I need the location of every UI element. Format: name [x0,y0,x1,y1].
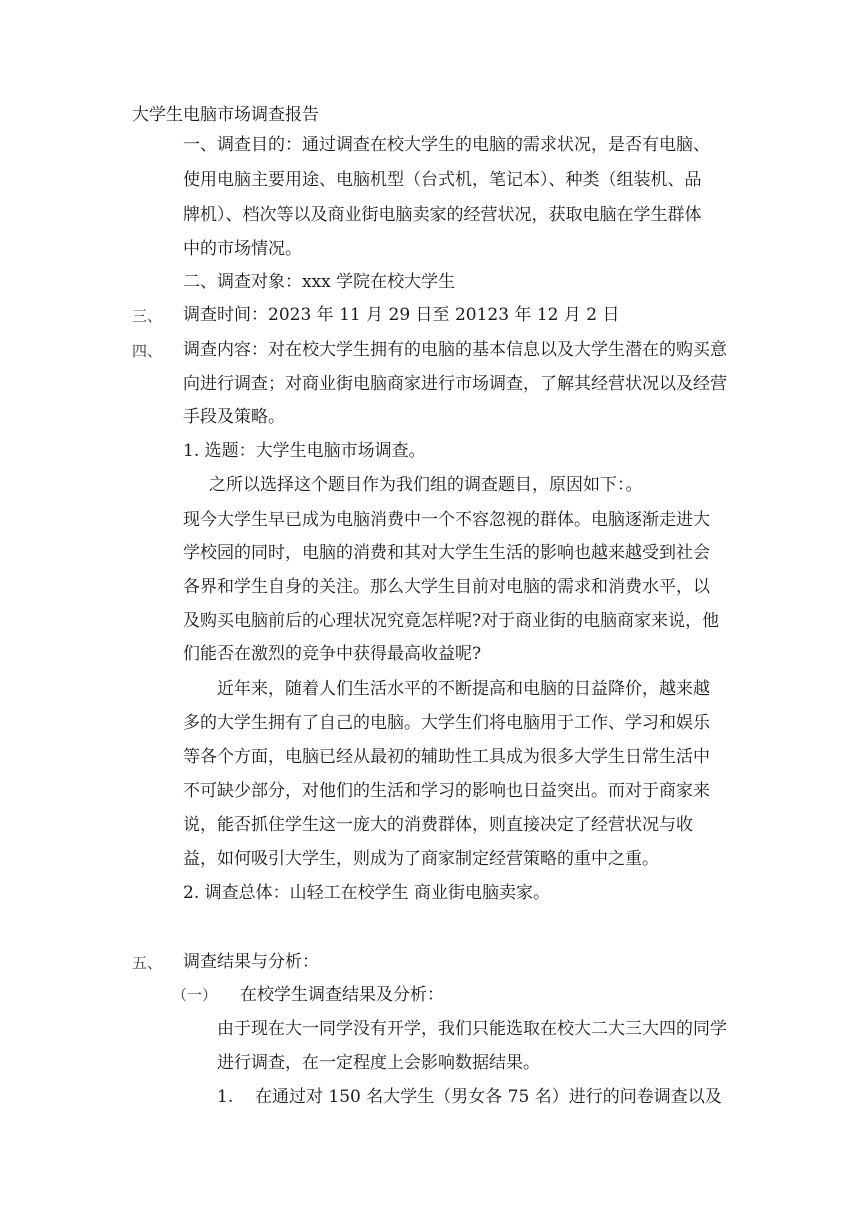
section-2-text: xxx 学院在校大学生 [302,272,456,292]
paragraph-1-line-5: 们能否在激烈的竞争中获得最高收益呢? [183,644,482,664]
paragraph-2-line-5: 说，能否抓住学生这一庞大的消费群体，则直接决定了经营状况与收 [183,815,693,835]
section-5-heading: 调查结果与分析： [183,952,319,972]
section-3-text: 2023 年 11 月 29 日至 20123 年 12 月 2 日 [268,305,620,325]
section-4-heading: 调查内容： [183,340,268,360]
section-4-line-2: 向进行调查；对商业街电脑商家进行市场调查，了解其经营状况以及经营 [183,374,727,394]
section-3 [183,305,620,325]
paragraph-2-line-3: 等各个方面，电脑已经从最初的辅助性工具成为很多大学生日常生活中 [183,747,710,767]
section-2-heading: 二、调查对象： [183,272,302,292]
section-1-line-3: 牌机）、档次等以及商业街电脑卖家的经营状况，获取电脑在学生群体 [183,205,702,225]
section-1-line-1 [183,135,710,155]
paragraph-2-line-6: 益，如何吸引大学生，则成为了商家制定经营策略的重中之重。 [183,849,659,869]
section-4-number: 四、 [132,342,163,360]
subsection-1-paragraph-line-2: 进行调查，在一定程度上会影响数据结果。 [217,1053,540,1073]
subsection-1-paragraph-line-1: 由于现在大一同学没有开学，我们只能选取在校大二大三大四的同学 [217,1019,727,1039]
section-4-line-3: 手段及策略。 [183,407,285,427]
paragraph-1-line-4: 及购买电脑前后的心理状况究竟怎样呢?对于商业街的电脑商家来说，他 [183,611,720,631]
paragraph-2-line-1: 近年来，随着人们生活水平的不断提高和电脑的日益降价，越来越 [217,679,710,699]
section-2 [183,272,455,292]
section-3-number: 三、 [132,307,163,325]
paragraph-2-line-4: 不可缺少部分，对他们的生活和学习的影响也日益突出。而对于商家来 [183,781,710,801]
section-4-item-1: 1. 选题：大学生电脑市场调查。 [183,441,426,461]
subsection-1-item-1-text: 在通过对 150 名大学生（男女各 75 名）进行的问卷调查以及 [255,1087,722,1107]
section-4-line-1 [183,340,727,360]
paragraph-1-line-3: 各界和学生自身的关注。那么大学生目前对电脑的需求和消费水平，以 [183,577,710,597]
subsection-1-title: 在校学生调查结果及分析： [240,985,444,1005]
subsection-1-number: （一） [172,986,218,1004]
section-4-text: 对在校大学生拥有的电脑的基本信息以及大学生潜在的购买意 [268,340,727,360]
section-1-line-2: 使用电脑主要用途、电脑机型（台式机，笔记本）、种类（组装机、品 [183,170,702,190]
subsection-1-item-1-number: 1. [217,1087,234,1107]
paragraph-1-line-1: 现今大学生早已成为电脑消费中一个不容忽视的群体。电脑逐渐走进大 [183,510,710,530]
section-3-heading: 调查时间： [183,305,268,325]
section-4-reason: 之所以选择这个题目作为我们组的调查题目，原因如下：。 [209,475,643,495]
section-5-number: 五、 [132,954,163,972]
document-title: 大学生电脑市场调查报告 [132,105,319,125]
section-1-heading: 一、调查目的： [183,135,302,155]
section-4-item-2: 2. 调查总体：山轻工在校学生 商业街电脑卖家。 [183,883,551,903]
section-1-text: 通过调查在校大学生的电脑的需求状况，是否有电脑、 [302,135,710,155]
paragraph-2-line-2: 多的大学生拥有了自己的电脑。大学生们将电脑用于工作、学习和娱乐 [183,713,710,733]
paragraph-1-line-2: 学校园的同时，电脑的消费和其对大学生生活的影响也越来越受到社会 [183,543,710,563]
section-1-line-4: 中的市场情况。 [183,239,302,259]
